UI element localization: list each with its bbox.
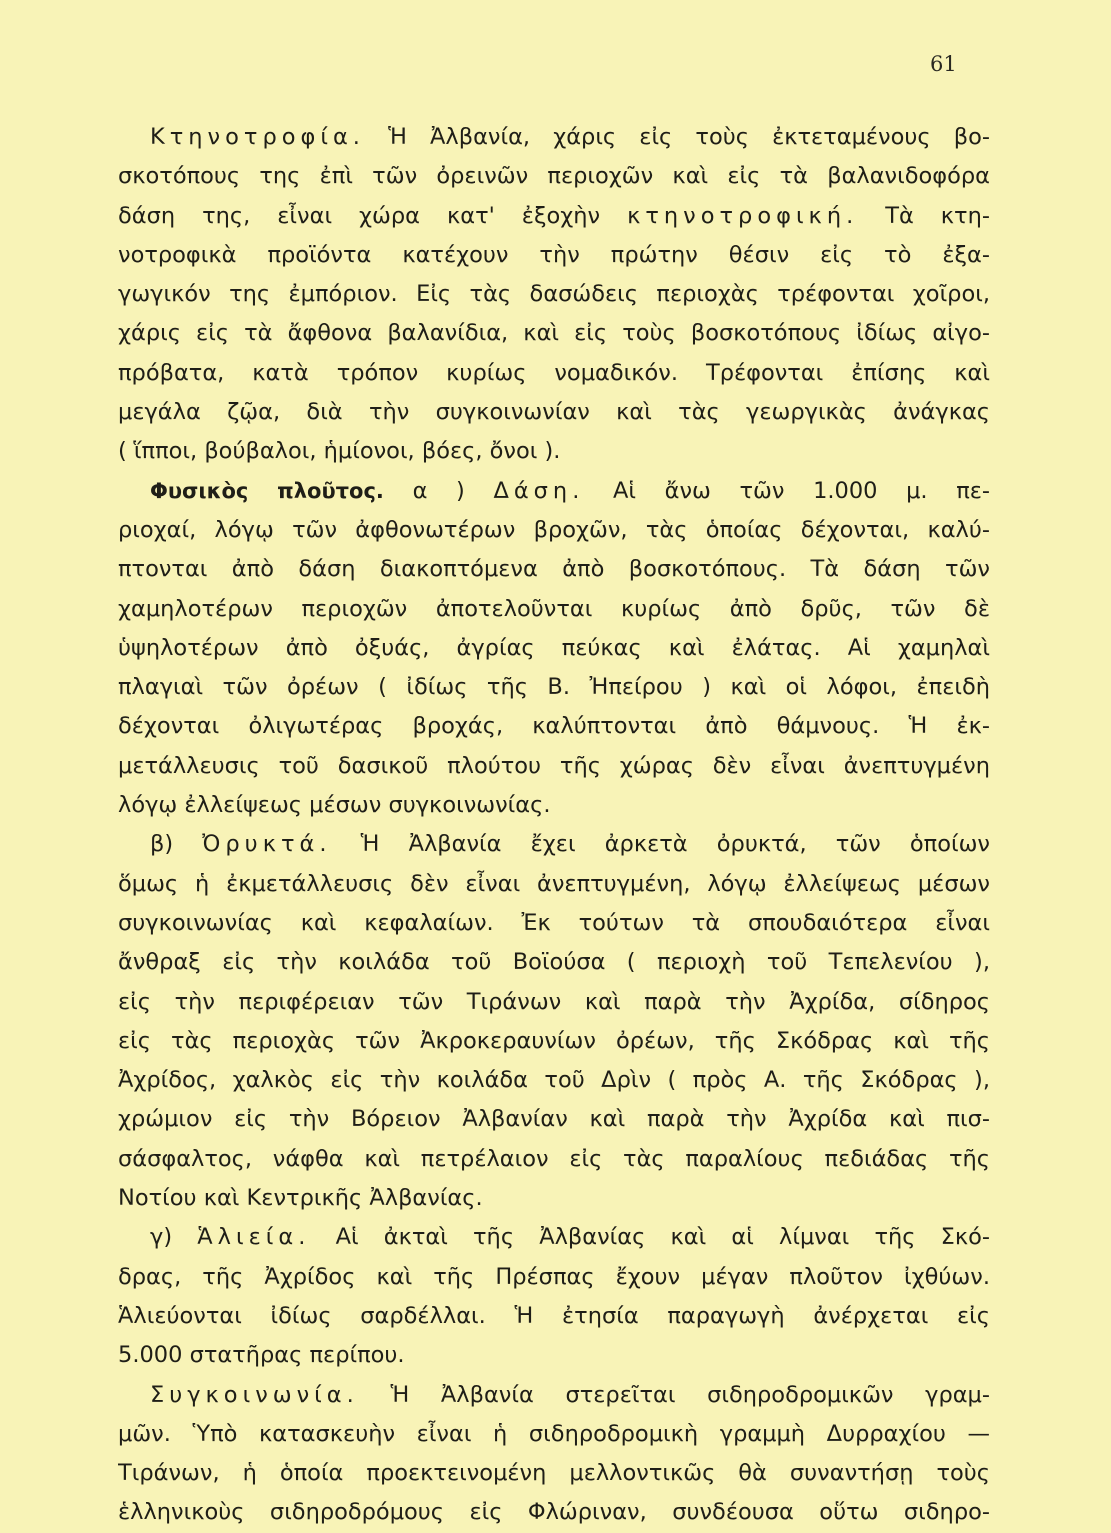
text-line: νοτροφικὰ προϊόντα κατέχουν τὴν πρώτην θέσιν εἰς τὸ ἐξα- bbox=[118, 241, 990, 268]
emphasis-text: κτηνοτροφική. bbox=[627, 202, 859, 229]
text-line: συγκοινωνίας καὶ κεφαλαίων. Ἐκ τούτων τὰ σπουδαιότερα εἶναι bbox=[118, 909, 990, 936]
page-number: 61 bbox=[930, 52, 957, 76]
text-line: Νοτίου καὶ Κεντρικῆς Ἀλβανίας. bbox=[118, 1185, 483, 1212]
text-line bbox=[118, 118, 990, 157]
text-line: δέχονται ὀλιγωτέρας βροχάς, καλύπτονται ἀπὸ θάμνους. Ἡ ἐκ- bbox=[118, 713, 990, 740]
text-line: ριοχαί, λόγῳ τῶν ἀφθονωτέρων βροχῶν, τὰς ὁποίας δέχονται, καλύ- bbox=[118, 516, 990, 543]
line-text: Αἱ ἀκταὶ τῆς Ἀλβανίας καὶ αἱ λίμναι τῆς Σκό- bbox=[335, 1224, 990, 1251]
text-line bbox=[118, 197, 990, 236]
text-line: μῶν. Ὑπὸ κατασκευὴν εἶναι ἡ σιδηροδρομικὴ γραμμὴ Δυρραχίου — bbox=[118, 1420, 990, 1447]
text-line: Ἀχρίδος, χαλκὸς εἰς τὴν κοιλάδα τοῦ Δρὶν ( πρὸς Α. τῆς Σκόδρας ), bbox=[118, 1067, 990, 1094]
text-line: χρώμιον εἰς τὴν Βόρειον Ἀλβανίαν καὶ παρὰ τὴν Ἀχρίδα καὶ πισ- bbox=[118, 1106, 990, 1133]
text-line: πλαγιαὶ τῶν ὀρέων ( ἰδίως τῆς Β. Ἠπείρου ) καὶ οἱ λόφοι, ἐπειδὴ bbox=[118, 674, 990, 701]
text-line bbox=[118, 1218, 990, 1257]
text-line bbox=[118, 472, 990, 511]
text-line bbox=[118, 825, 990, 864]
line-text: γ) bbox=[150, 1224, 173, 1251]
text-line: λόγῳ ἐλλείψεως μέσων συγκοινωνίας. bbox=[118, 792, 551, 819]
subsection-heading: Ἁλιεία. bbox=[197, 1224, 311, 1251]
text-line: ἑλληνικοὺς σιδηροδρόμους εἰς Φλώριναν, συνδέουσα οὕτω σιδηρο- bbox=[118, 1499, 990, 1526]
text-line: χάρις εἰς τὰ ἄφθονα βαλανίδια, καὶ εἰς τοὺς βοσκοτόπους ἰδίως αἰγο- bbox=[118, 320, 990, 347]
text-line: σάσφαλτος, νάφθα καὶ πετρέλαιον εἰς τὰς παραλίους πεδιάδας τῆς bbox=[118, 1145, 990, 1172]
text-line: γωγικόν της ἐμπόριον. Εἰς τὰς δασώδεις περιοχὰς τρέφονται χοῖροι, bbox=[118, 281, 990, 308]
section-heading: Κτηνοτροφία. bbox=[150, 124, 365, 150]
text-line: Ἁλιεύονται ἰδίως σαρδέλλαι. Ἡ ἐτησία παραγωγὴ ἀνέρχεται εἰς bbox=[118, 1302, 990, 1329]
line-text: Ἡ Ἀλβανία στερεῖται σιδηροδρομικῶν γραμ- bbox=[390, 1381, 990, 1408]
text-line: πτονται ἀπὸ δάση διακοπτόμενα ἀπὸ βοσκοτόπους. Τὰ δάση τῶν bbox=[118, 556, 990, 583]
text-line: σκοτόπους της ἐπὶ τῶν ὀρεινῶν περιοχῶν καὶ εἰς τὰ βαλανιδοφόρα bbox=[118, 163, 990, 190]
line-text: β) bbox=[150, 831, 174, 858]
text-line: 5.000 στατῆρας περίπου. bbox=[118, 1342, 405, 1369]
text-line: Τιράνων, ἡ ὁποία προεκτεινομένη μελλοντικῶς θὰ συναντήσῃ τοὺς bbox=[118, 1460, 990, 1487]
text-line: μετάλλευσις τοῦ δασικοῦ πλούτου τῆς χώρας δὲν εἶναι ἀνεπτυγμένη bbox=[118, 752, 990, 779]
text-line: μεγάλα ζῷα, διὰ τὴν συγκοινωνίαν καὶ τὰς γεωργικὰς ἀνάγκας bbox=[118, 399, 990, 426]
text-line bbox=[118, 1376, 990, 1415]
text-line: εἰς τὰς περιοχὰς τῶν Ἀκροκεραυνίων ὀρέων, τῆς Σκόδρας καὶ τῆς bbox=[118, 1027, 990, 1054]
line-text: Τὰ κτη- bbox=[885, 202, 990, 229]
subsection-heading: Ὀρυκτά. bbox=[202, 831, 332, 858]
text-line: ( ἵπποι, βούβαλοι, ἡμίονοι, βόες, ὄνοι ). bbox=[118, 438, 561, 465]
line-text: Αἱ ἄνω τῶν 1.000 μ. πε- bbox=[613, 477, 990, 504]
subsection-heading: Δάση. bbox=[493, 477, 585, 504]
line-text: α ) bbox=[412, 477, 465, 504]
section-heading: Συγκοινωνία. bbox=[150, 1381, 359, 1408]
text-line: ὅμως ἡ ἐκμετάλλευσις δὲν εἶναι ἀνεπτυγμένη, λόγῳ ἐλλείψεως μέσων bbox=[118, 870, 990, 897]
page-text bbox=[118, 118, 990, 1533]
text-line: ὑψηλοτέρων ἀπὸ ὀξυάς, ἀγρίας πεύκας καὶ ἐλάτας. Αἱ χαμηλαὶ bbox=[118, 634, 990, 661]
text-line: πρόβατα, κατὰ τρόπον κυρίως νομαδικόν. Τρέφονται ἐπίσης καὶ bbox=[118, 359, 990, 386]
text-line: ἄνθραξ εἰς τὴν κοιλάδα τοῦ Βοϊούσα ( περιοχὴ τοῦ Τεπελενίου ), bbox=[118, 949, 990, 976]
text-line: εἰς τὴν περιφέρειαν τῶν Τιράνων καὶ παρὰ τὴν Ἀχρίδα, σίδηρος bbox=[118, 988, 990, 1015]
section-heading-bold: Φυσικὸς πλοῦτος. bbox=[150, 478, 384, 503]
text-line: χαμηλοτέρων περιοχῶν ἀποτελοῦνται κυρίως ἀπὸ δρῦς, τῶν δὲ bbox=[118, 595, 990, 622]
line-text: Ἡ Ἀλβανία ἔχει ἀρκετὰ ὀρυκτά, τῶν ὁποίων bbox=[360, 831, 990, 858]
text-line: δρας, τῆς Ἀχρίδος καὶ τῆς Πρέσπας ἔχουν μέγαν πλοῦτον ἰχθύων. bbox=[118, 1263, 990, 1290]
line-text: Ἡ Ἀλβανία, χάρις εἰς τοὺς ἐκτεταμένους βο- bbox=[388, 124, 990, 150]
line-text: δάση της, εἶναι χώρα κατ' ἐξοχὴν bbox=[118, 202, 601, 229]
